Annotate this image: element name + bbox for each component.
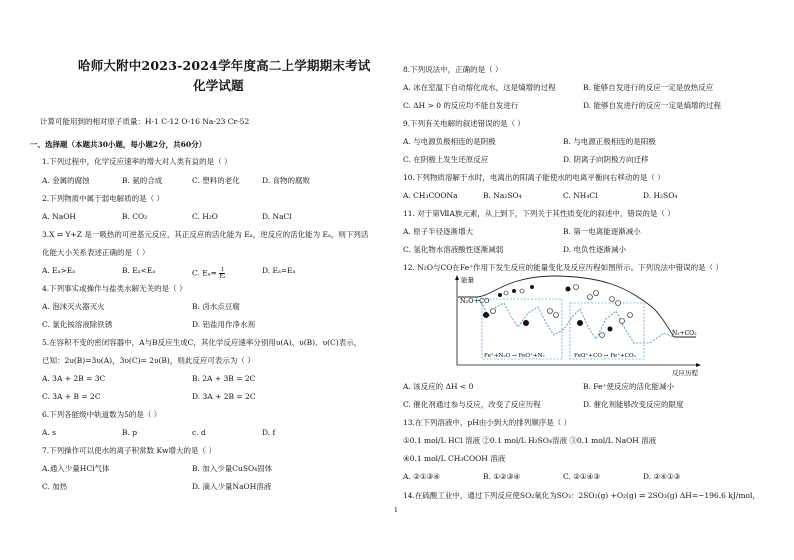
q8-option-a: A. 冰在室温下自动熔化成水，这是熵增的过程 bbox=[403, 83, 556, 92]
q5-option-a: A. 3A + 2B = 3C bbox=[42, 374, 106, 383]
q5-option-c: C. 3A + B = 2C bbox=[42, 392, 101, 401]
q3-option-a: A. Eₐ>Eₐ bbox=[42, 266, 76, 275]
q7-option-d: D. 滴入少量NaOH溶液 bbox=[192, 482, 272, 491]
atom-icon bbox=[594, 291, 599, 296]
q10-option-d: D. H₂SO₄ bbox=[643, 191, 678, 200]
q1-option-a: A. 金属的腐蚀 bbox=[42, 176, 90, 185]
q13-stem: 13.在下列溶液中，pH由小到大的排列顺序是（ ） bbox=[403, 418, 572, 427]
q13-option-b: B. ①②③④ bbox=[483, 472, 521, 481]
q3-option-c-prefix: C. Eₐ= bbox=[192, 268, 217, 278]
atom-icon bbox=[574, 285, 579, 290]
x-axis-arrow bbox=[696, 363, 701, 367]
q3-option-b: B. Eₐ<Eₐ bbox=[122, 266, 156, 275]
atom-icon bbox=[620, 319, 625, 324]
atom-icon bbox=[530, 285, 534, 289]
q13-option-a: A. ②①③④ bbox=[403, 472, 441, 481]
q8-option-c: C. ΔH > 0 的反应均不能自发进行 bbox=[403, 101, 519, 110]
q2-option-a: A. NaOH bbox=[42, 212, 76, 221]
q11-option-a: A. 原子半径逐渐增大 bbox=[403, 227, 474, 236]
q6-option-b: B. p bbox=[122, 428, 138, 437]
q12-option-a: A. 该反应的 ΔH < 0 bbox=[403, 382, 474, 391]
atom-icon bbox=[628, 313, 633, 318]
q5-option-b: B. 2A + 3B = 2C bbox=[192, 374, 256, 383]
atom-icon bbox=[512, 289, 516, 293]
exam-subtitle: 化学试题 bbox=[193, 78, 244, 93]
q9-option-a: A. 与电源负极相连的是阴极 bbox=[403, 137, 496, 146]
q12-option-d: D. 催化剂能够改变反应的限度 bbox=[583, 400, 684, 409]
q3-option-c bbox=[192, 267, 225, 280]
q10-stem: 10.下列物质溶解于水时，电离出的阳离子能使水的电离平衡向右移动的是（ ） bbox=[403, 173, 665, 182]
q1-option-b: B. 氨的合成 bbox=[122, 176, 163, 185]
reactants-label: N₂O+CO bbox=[460, 297, 490, 305]
atom-icon bbox=[600, 333, 605, 338]
q6-option-a: A. s bbox=[42, 428, 57, 437]
atom-icon bbox=[610, 297, 615, 302]
q3-stem: 3.X ⇌ Y+Z 是一吸热的可逆基元反应，其正反应的活化能为 Eₐ，逆反应的活化能为 Eₐ，则下列活 bbox=[42, 230, 369, 239]
stage1-label: Fe⁺+N₂O → FeO⁺+N₂ bbox=[484, 353, 545, 359]
q5-stem-cont: 已知：2υ(B)=3υ(A)，3υ(C)= 2υ(B)，则此反应可表示为（ ） bbox=[42, 356, 255, 365]
atom-icon bbox=[483, 312, 489, 318]
q13-solutions-1: ①0.1 mol/L HCl 溶液 ②0.1 mol/L H₂SO₄溶液 ③0.1 mol/L NaOH 溶液 bbox=[403, 436, 657, 445]
q1-option-d: D. 食物的腐败 bbox=[262, 176, 311, 185]
atom-icon bbox=[504, 291, 508, 295]
q7-stem: 7.下列操作可以使水的离子积常数 Kw增大的是（ ） bbox=[42, 446, 216, 455]
q4-option-a: A. 泡沫灭火器灭火 bbox=[42, 302, 105, 311]
q13-option-d: D. ②④①③ bbox=[643, 472, 681, 481]
q2-option-b: B. CO₂ bbox=[122, 212, 148, 221]
y-axis-label: 能量 bbox=[461, 276, 474, 284]
page-number: 1 bbox=[394, 507, 398, 514]
q7-option-b: B. 加入少量CuSO₄固体 bbox=[192, 464, 273, 473]
x-axis-label: 反应历程 bbox=[672, 369, 698, 377]
q2-option-c: C. H₂O bbox=[192, 212, 218, 221]
q3-fraction bbox=[219, 267, 225, 280]
atom-icon bbox=[577, 320, 583, 326]
q9-option-c: C. 在阴极上发生还原反应 bbox=[403, 155, 489, 164]
molecule-icons bbox=[483, 285, 633, 338]
q3-fraction-num: 1 bbox=[220, 267, 225, 273]
atom-icon bbox=[588, 295, 593, 300]
atom-icon bbox=[498, 293, 502, 297]
atom-icon bbox=[566, 287, 571, 292]
q3-fraction-den: Eₐ bbox=[219, 274, 226, 280]
atom-icon bbox=[548, 309, 553, 314]
products-label: N₂+CO₂ bbox=[672, 330, 697, 337]
q2-option-d: D. NaCl bbox=[262, 212, 292, 221]
q9-option-b: B. 与电源正极相连的是阳极 bbox=[563, 137, 656, 146]
q7-option-a: A.通入少量HCl气体 bbox=[42, 464, 110, 473]
q8-option-b: B. 能够自发进行的反应一定是放热反应 bbox=[583, 83, 714, 92]
q6-option-c: c. d bbox=[192, 428, 206, 437]
q10-option-a: A. CH₃COONa bbox=[403, 191, 458, 200]
q4-option-c: C. 氯化铵溶液除铁锈 bbox=[42, 320, 113, 329]
q8-stem: 8.下列说法中，正确的是（ ） bbox=[403, 65, 503, 74]
atom-icon bbox=[608, 327, 613, 332]
q4-option-d: D. 铝盐用作净水剂 bbox=[192, 320, 256, 329]
q10-option-c: C. NH₄Cl bbox=[563, 191, 598, 200]
q9-option-d: D. 阴离子向阴极方向迁移 bbox=[563, 155, 649, 164]
q6-option-d: D. f bbox=[262, 428, 276, 437]
atom-icon bbox=[616, 301, 621, 306]
stage2-box bbox=[570, 303, 644, 359]
atom-icon bbox=[520, 289, 524, 293]
atom-icon bbox=[554, 313, 559, 318]
q11-stem: 11. 对于第ⅦA族元素，从上到下，下列关于其性质变化的叙述中，错误的是（ ） bbox=[403, 209, 675, 218]
q13-solutions-2: ④0.1 mol/L CH₃COOH 溶液 bbox=[403, 454, 506, 463]
q1-option-c: C. 塑料的老化 bbox=[192, 176, 240, 185]
q12-stem: 12. N₂O与CO在Fe⁺作用下发生反应的能量变化及反应历程如图所示。下列说法中错误的是（ ） bbox=[403, 263, 723, 272]
atom-icon bbox=[523, 320, 529, 326]
q14-stem: 14.在硫酸工业中，通过下列反应使SO₂氧化为SO₃：2SO₂(g) +O₂(g) ⇌ 2SO₃(g) ΔH=−196.6 kJ/mol， bbox=[403, 491, 760, 500]
q2-stem: 2.下列物质中属于弱电解质的是（ ） bbox=[42, 194, 165, 203]
q3-option-d: D. Eₐ=Eₐ bbox=[262, 266, 296, 275]
q4-stem: 4.下列事实或操作与盐类水解无关的是（ ） bbox=[42, 284, 187, 293]
atomic-masses: 计算可能用到的相对原子质量：H-1 C-12 O-16 Na-23 Cr-52 bbox=[40, 117, 250, 126]
q13-option-c: C. ②①④③ bbox=[563, 472, 601, 481]
q7-option-c: C. 加热 bbox=[42, 482, 68, 491]
q8-option-d: D. 能够自发进行的反应一定是熵增的过程 bbox=[583, 101, 722, 110]
q11-option-d: D. 电负性逐渐减小 bbox=[563, 245, 627, 254]
y-axis-arrow bbox=[455, 275, 459, 280]
stage2-label: FeO⁺+CO → Fe⁺+CO₂ bbox=[574, 353, 636, 359]
q5-option-d: D. 3A + 2B = 2C bbox=[192, 392, 256, 401]
q4-option-b: B. 卤水点豆腐 bbox=[192, 302, 240, 311]
section-heading: 一、选择题（本题共30小题，每小题2分，共60分） bbox=[30, 140, 207, 149]
q12-option-b: B. Fe⁺使反应的活化能减小 bbox=[583, 382, 674, 391]
q5-stem: 5.在容积不变的密闭容器中，A与B反应生成C，其化学反应速率分别用υ(A)、υ(B)、υ(C)表示， bbox=[42, 338, 362, 347]
q11-option-b: B. 第一电离能逐渐减小 bbox=[563, 227, 641, 236]
q9-stem: 9.下列有关电解的叙述错误的是（ ） bbox=[403, 119, 526, 128]
energy-diagram bbox=[452, 271, 702, 381]
q6-stem: 6.下列各能级中轨道数为5的是（ ） bbox=[42, 410, 162, 419]
atom-icon bbox=[491, 309, 496, 314]
q10-option-b: B. Na₂SO₄ bbox=[483, 191, 522, 200]
q12-option-c: C. 催化剂通过参与反应，改变了反应历程 bbox=[403, 400, 541, 409]
q3-stem-cont: 化能大小关系表述正确的是（ ） bbox=[42, 248, 150, 257]
q11-option-c: C. 氢化物水溶液酸性逐渐减弱 bbox=[403, 245, 504, 254]
q1-stem: 1.下列过程中，化学反应速率的增大对人类有益的是（ ） bbox=[42, 157, 232, 166]
exam-title: 哈师大附中2023-2024学年度高二上学期期末考试 bbox=[78, 58, 371, 73]
